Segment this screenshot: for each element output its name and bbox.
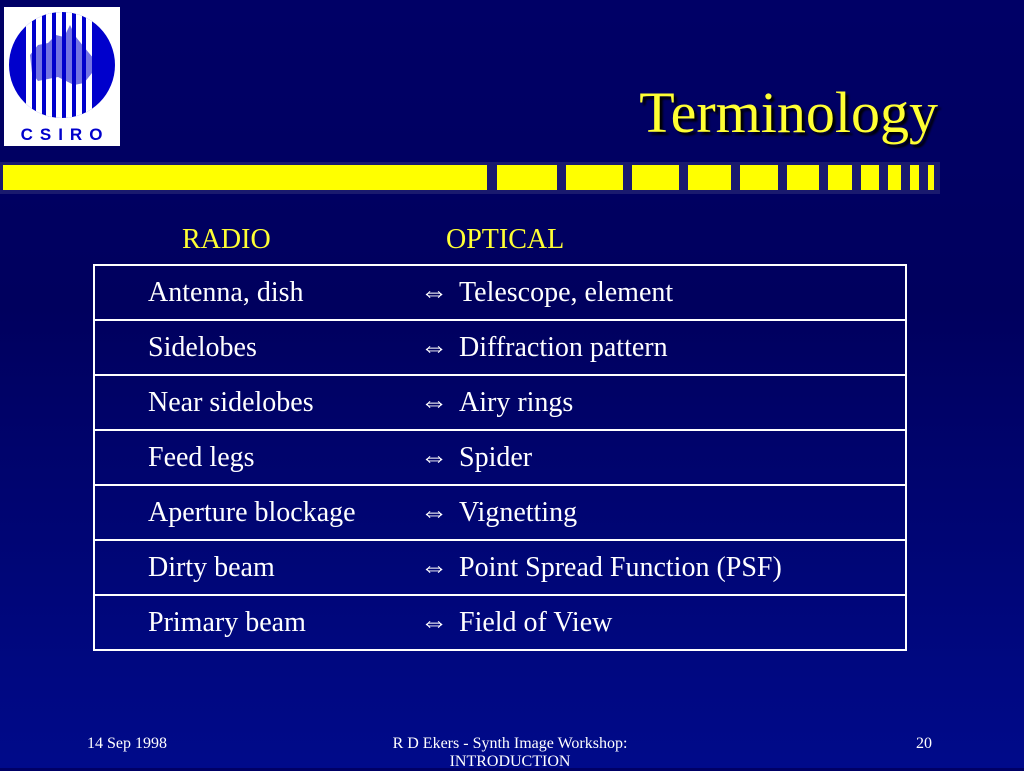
table-row	[94, 485, 906, 540]
table-row	[94, 265, 906, 320]
double-arrow-icon: ⇔	[409, 595, 459, 650]
optical-term: Field of View	[459, 595, 906, 650]
double-arrow-icon: ⇔	[409, 540, 459, 595]
footer-date: 14 Sep 1998	[87, 735, 167, 752]
column-header-radio: RADIO	[182, 224, 271, 255]
radio-term: Feed legs	[94, 430, 409, 485]
table-row	[94, 375, 906, 430]
table-row	[94, 320, 906, 375]
table-row	[94, 540, 906, 595]
optical-term: Diffraction pattern	[459, 320, 906, 375]
csiro-logo	[4, 7, 120, 146]
decorative-bar	[0, 160, 945, 196]
csiro-logo-text: CSIRO	[20, 125, 110, 144]
optical-term: Point Spread Function (PSF)	[459, 540, 906, 595]
csiro-globe-icon	[4, 7, 120, 125]
radio-term: Aperture blockage	[94, 485, 409, 540]
radio-term: Sidelobes	[94, 320, 409, 375]
double-arrow-icon: ⇔	[409, 485, 459, 540]
radio-term: Antenna, dish	[94, 265, 409, 320]
footer-presentation-info: R D Ekers - Synth Image Workshop: INTRODUCTION	[392, 735, 628, 770]
optical-term: Spider	[459, 430, 906, 485]
table-row	[94, 430, 906, 485]
optical-term: Airy rings	[459, 375, 906, 430]
table-row	[94, 595, 906, 650]
terminology-table	[93, 264, 907, 651]
double-arrow-icon: ⇔	[409, 320, 459, 375]
optical-term: Telescope, element	[459, 265, 906, 320]
page-number: 20	[916, 735, 932, 752]
radio-term: Near sidelobes	[94, 375, 409, 430]
slide-title: Terminology	[639, 80, 938, 145]
column-header-optical: OPTICAL	[446, 224, 565, 255]
double-arrow-icon: ⇔	[409, 375, 459, 430]
double-arrow-icon: ⇔	[409, 430, 459, 485]
radio-term: Primary beam	[94, 595, 409, 650]
optical-term: Vignetting	[459, 485, 906, 540]
radio-term: Dirty beam	[94, 540, 409, 595]
double-arrow-icon: ⇔	[409, 265, 459, 320]
